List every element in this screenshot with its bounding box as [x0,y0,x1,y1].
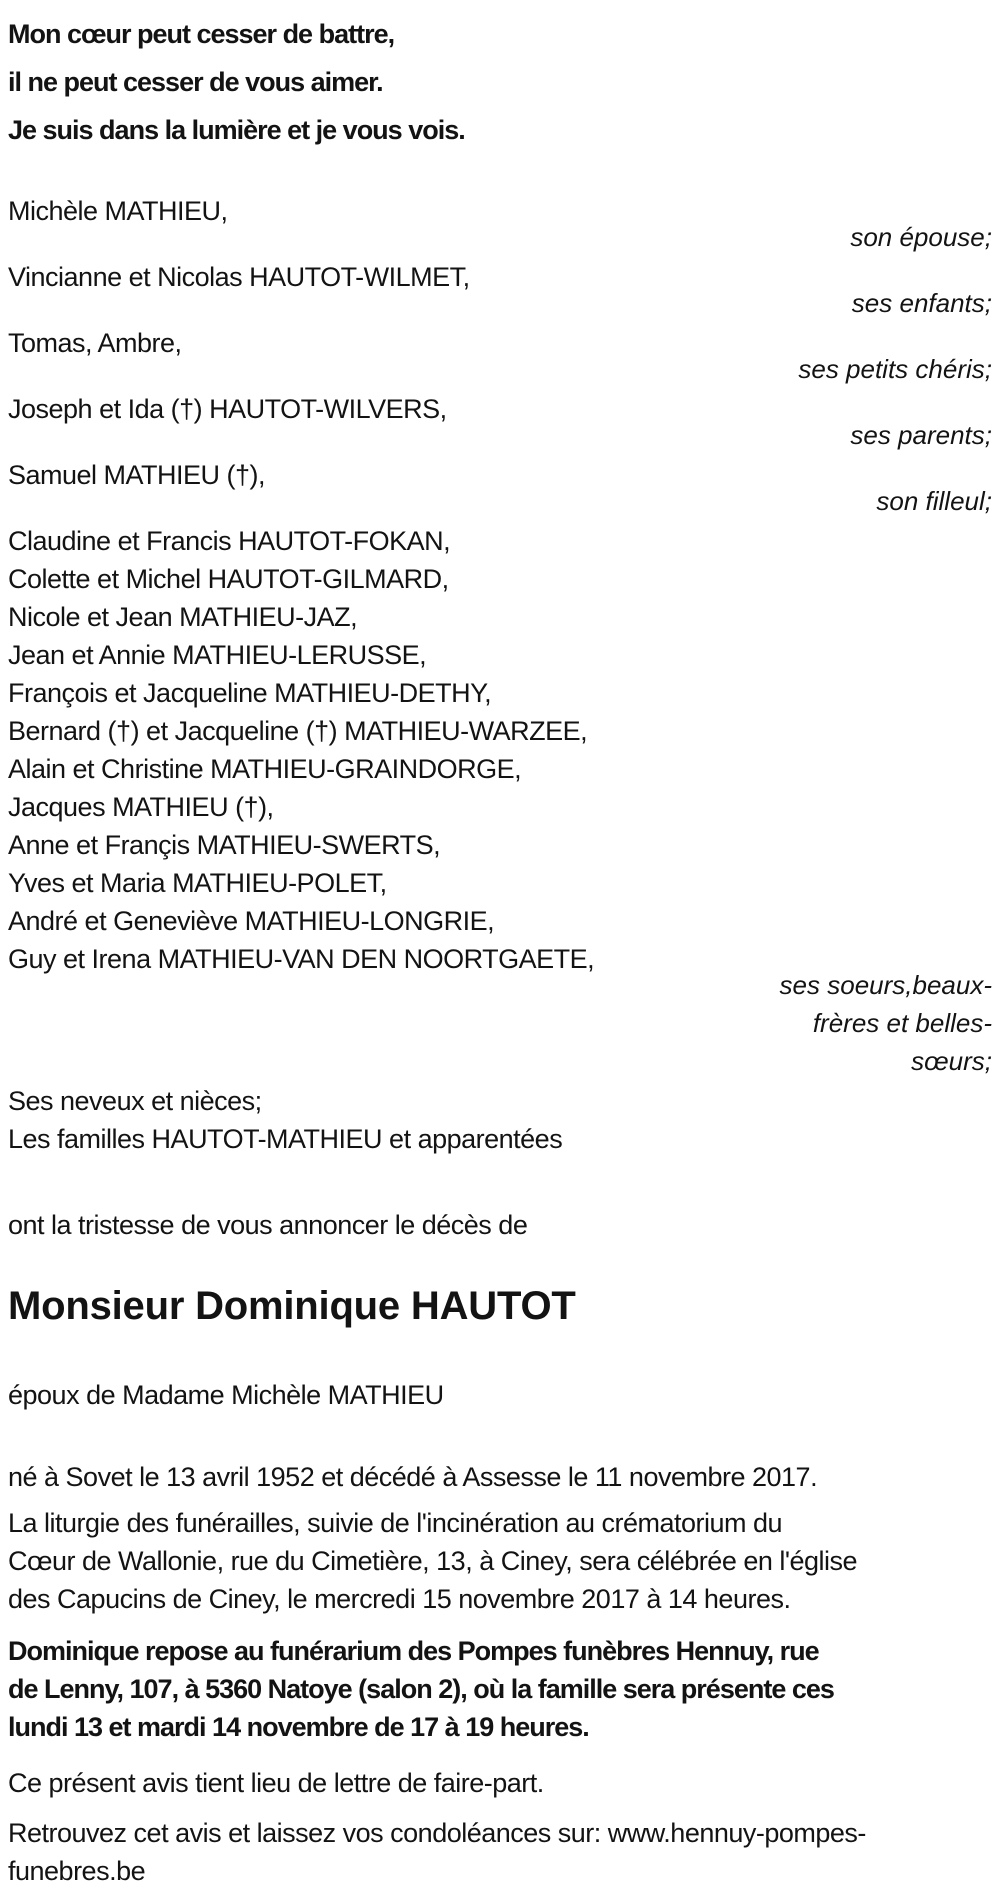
mourner-name-line: Jacques MATHIEU (†), [8,792,274,822]
repose-paragraph [8,1632,992,1746]
relation-label: sœurs; [911,1046,992,1076]
relation-label: ses enfants; [851,288,992,318]
repose-line: de Lenny, 107, à 5360 Natoye (salon 2), où la famille sera présente ces [8,1674,834,1704]
epigraph-line: Mon cœur peut cesser de battre, [8,19,395,49]
spouse-line: époux de Madame Michèle MATHIEU [8,1380,444,1410]
repose-line: Dominique repose au funérarium des Pompes funèbres Hennuy, rue [8,1636,819,1666]
mourner-name-line: Joseph et Ida (†) HAUTOT-WILVERS, [8,394,447,424]
epigraph [8,10,992,154]
epigraph-line: il ne peut cesser de vous aimer. [8,67,383,97]
relation-label: ses petits chéris; [798,354,992,384]
epigraph-line: Je suis dans la lumière et je vous vois. [8,115,465,145]
mourner-name-line: André et Geneviève MATHIEU-LONGRIE, [8,906,495,936]
deceased-name: Monsieur Dominique HAUTOT [8,1284,576,1328]
relation-label: son épouse; [850,222,992,252]
mourner-name-line: Les familles HAUTOT-MATHIEU et apparentées [8,1124,563,1154]
mourner-group [8,192,992,256]
relation-block [8,966,992,1080]
mourner-name-line: Ses neveux et nièces; [8,1086,262,1116]
birth-death-line: né à Sovet le 13 avril 1952 et décédé à Assesse le 11 novembre 2017. [8,1462,818,1492]
mourner-name-line: Colette et Michel HAUTOT-GILMARD, [8,564,449,594]
mourner-name-line: Bernard (†) et Jacqueline (†) MATHIEU-WARZEE, [8,716,588,746]
mourner-name-line: François et Jacqueline MATHIEU-DETHY, [8,678,492,708]
ceremony-paragraph [8,1504,992,1618]
mourner-name-line: Alain et Christine MATHIEU-GRAINDORGE, [8,754,522,784]
ceremony-line: La liturgie des funérailles, suivie de l'incinération au crématorium du [8,1508,783,1538]
mourner-name-line: Nicole et Jean MATHIEU-JAZ, [8,602,358,632]
mourner-name-line: Claudine et Francis HAUTOT-FOKAN, [8,526,451,556]
mourner-name-line: Samuel MATHIEU (†), [8,460,266,490]
relation-label: son filleul; [876,486,992,516]
repose-line: lundi 13 et mardi 14 novembre de 17 à 19 heures. [8,1712,589,1742]
mourner-group [8,390,992,454]
announcement-line: ont la tristesse de vous annoncer le décès de [8,1210,528,1240]
ceremony-line: Cœur de Wallonie, rue du Cimetière, 13, à Ciney, sera célébrée en l'église [8,1546,858,1576]
mourner-name-line: Yves et Maria MATHIEU-POLET, [8,868,387,898]
mourner-group [8,456,992,520]
relation-label: ses parents; [850,420,992,450]
mourner-name-line: Tomas, Ambre, [8,328,182,358]
mourners-list [8,192,992,1158]
condolences-line: Retrouvez cet avis et laissez vos condoléances sur: www.hennuy-pompes- [8,1818,866,1848]
ceremony-line: des Capucins de Ciney, le mercredi 15 novembre 2017 à 14 heures. [8,1584,791,1614]
mourner-name-line: Jean et Annie MATHIEU-LERUSSE, [8,640,427,670]
relation-label: frères et belles- [812,1008,992,1038]
mourner-group [8,324,992,388]
condolences-line: funebres.be [8,1856,146,1886]
relation-label: ses soeurs,beaux- [779,970,992,1000]
mourner-name-line: Vincianne et Nicolas HAUTOT-WILMET, [8,262,470,292]
mourner-name-line: Guy et Irena MATHIEU-VAN DEN NOORTGAETE, [8,944,595,974]
mourner-group [8,1082,992,1158]
mourner-name-line: Anne et Françis MATHIEU-SWERTS, [8,830,441,860]
mourner-group [8,522,992,1080]
condolences-paragraph [8,1814,992,1890]
mourner-group [8,258,992,322]
mourner-name-line: Michèle MATHIEU, [8,196,228,226]
notice-line: Ce présent avis tient lieu de lettre de faire-part. [8,1768,544,1798]
